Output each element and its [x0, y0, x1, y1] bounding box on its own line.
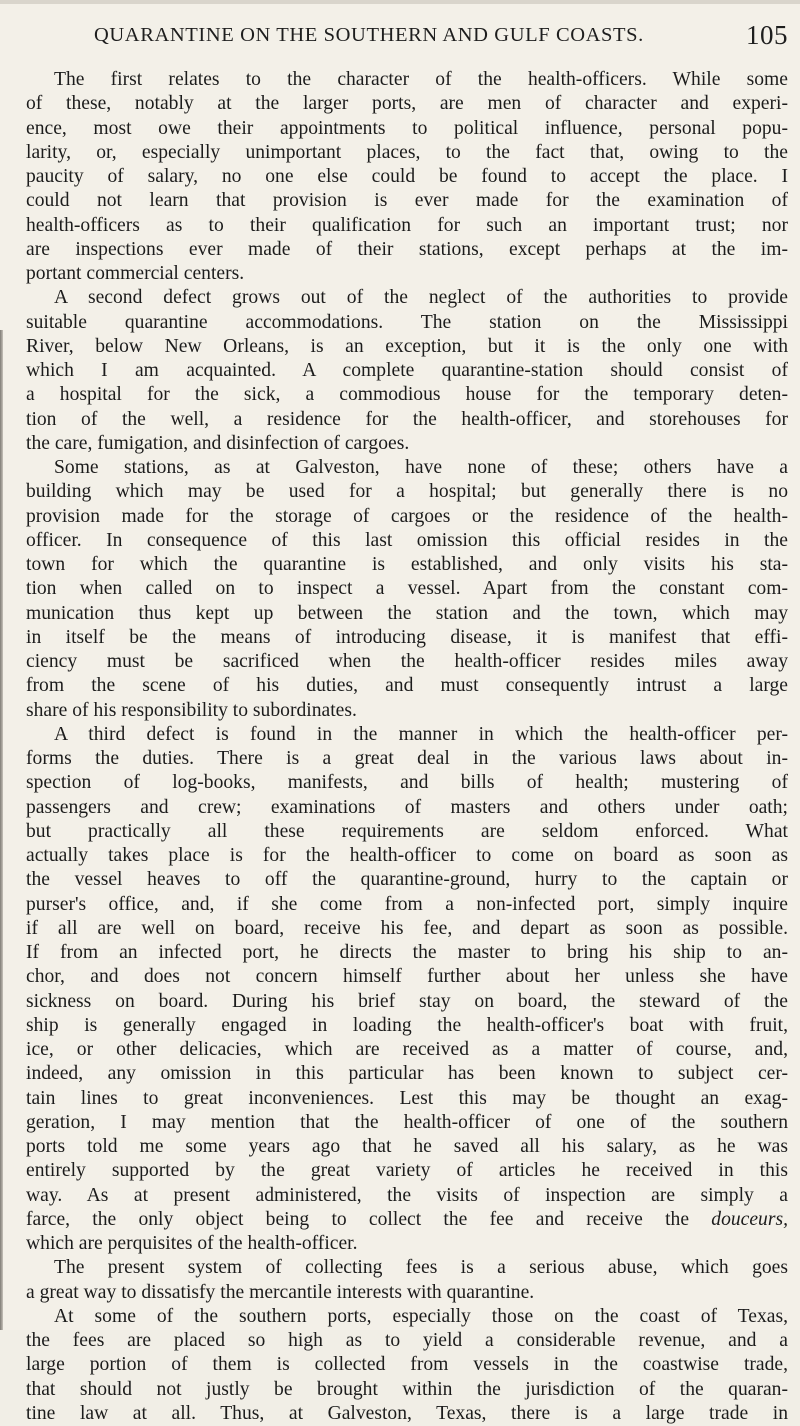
running-head: QUARANTINE ON THE SOUTHERN AND GULF COASTS.: [94, 24, 644, 46]
text-line: the fees are placed so high as to yield a considerable revenue, and a: [26, 1330, 788, 1351]
text-line: forms the duties. There is a great deal in the various laws about in-: [26, 748, 788, 769]
text-fragment: farce, the only object being to collect the fee and receive the: [26, 1208, 712, 1230]
page-number: 105: [746, 20, 788, 50]
text-line: tine law at all. Thus, at Galveston, Texas, there is a large trade in: [26, 1402, 788, 1424]
text-line: in itself be the means of introducing disease, it is manifest that effi-: [26, 626, 788, 648]
text-line: entirely supported by the great variety of articles he received in this: [26, 1160, 788, 1182]
paragraph-stations: [26, 456, 788, 723]
text-line: munication thus kept up between the station and the town, which may: [26, 602, 788, 624]
text-line: If from an infected port, he directs the master to bring his ship to an-: [26, 942, 788, 963]
text-line: ence, most owe their appointments to political influence, personal popu-: [26, 117, 788, 139]
text-line: chor, and does not concern himself further about her unless she have: [26, 966, 788, 988]
text-line: ice, or other delicacies, which are received as a matter of course, and,: [26, 1039, 788, 1060]
text-line: indeed, any omission in this particular has been known to subject cer-: [26, 1063, 788, 1085]
text-line: tion when called on to inspect a vessel. Apart from the constant com-: [26, 578, 788, 600]
text-line: from the scene of his duties, and must consequently intrust a large: [26, 675, 788, 697]
body-text: [26, 68, 788, 1426]
paragraph-fees: [26, 1256, 788, 1305]
text-line: The present system of collecting fees is a serious abuse, which goes: [54, 1257, 788, 1279]
text-line: ports told me some years ago that he saved all his salary, as he was: [26, 1136, 788, 1157]
text-line: A second defect grows out of the neglect of the authorities to provide: [54, 287, 788, 309]
text-line: larity, or, especially unimportant places, to the fact that, owing to the: [26, 141, 788, 163]
paragraph-accommodations: [26, 286, 788, 456]
binding-shadow: [0, 330, 3, 1330]
text-line: of these, notably at the larger ports, are men of character and experi-: [26, 93, 788, 115]
text-line: portant commercial centers.: [26, 263, 245, 284]
text-line: spection of log-books, manifests, and bills of health; mustering of: [26, 772, 788, 794]
text-line: purser's office, and, if she come from a non-infected port, simply inquire: [26, 893, 788, 915]
text-line: geration, I may mention that the health-officer of one of the southern: [26, 1111, 788, 1133]
text-line: sickness on board. During his brief stay on board, the steward of the: [26, 990, 788, 1012]
text-line: large portion of them is collected from vessels in the coastwise trade,: [26, 1354, 788, 1376]
text-line: The first relates to the character of the health-officers. While some: [54, 69, 788, 90]
text-line: if all are well on board, receive his fee, and depart as soon as possible.: [26, 917, 788, 939]
text-line: ciency must be sacrificed when the health-officer resides miles away: [26, 651, 788, 672]
text-line: health-officers as to their qualification for such an important trust; nor: [26, 214, 788, 236]
text-line: ship is generally engaged in loading the health-officer's boat with fruit,: [26, 1014, 788, 1036]
text-line: which I am acquainted. A complete quarantine-station should consist of: [26, 360, 788, 381]
text-line: but practically all these requirements are seldom enforced. What: [26, 820, 788, 842]
paragraph-duties: [26, 723, 788, 1257]
page-header: [40, 20, 788, 54]
text-line: are inspections ever made of their stations, except perhaps at the im-: [26, 238, 788, 260]
text-line: tain lines to great inconveniences. Lest this may be thought an exag-: [26, 1087, 788, 1109]
text-line: officer. In consequence of this last omission this official resides in the: [26, 529, 788, 551]
text-line-with-italic: [26, 1208, 788, 1232]
text-line: At some of the southern ports, especially those on the coast of Texas,: [54, 1305, 788, 1327]
text-line: share of his responsibility to subordinates.: [26, 699, 357, 721]
text-line: town for which the quarantine is established, and only visits his sta-: [26, 554, 788, 575]
text-line: Some stations, as at Galveston, have none of these; others have a: [54, 457, 788, 478]
paragraph-texas-ports: [26, 1305, 788, 1426]
top-edge-rule: [0, 0, 800, 4]
italic-word: douceurs,: [711, 1208, 788, 1230]
text-line: paucity of salary, no one else could be found to accept the place. I: [26, 166, 788, 187]
text-line: passengers and crew; examinations of masters and others under oath;: [26, 796, 788, 818]
text-line: the vessel heaves to off the quarantine-ground, hurry to the captain or: [26, 869, 788, 891]
text-line: River, below New Orleans, is an exception, but it is the only one with: [26, 335, 788, 357]
text-line: building which may be used for a hospital; but generally there is no: [26, 481, 788, 503]
paragraph-health-officers: [26, 68, 788, 286]
text-line: a hospital for the sick, a commodious house for the temporary deten-: [26, 384, 788, 406]
text-line: which are perquisites of the health-officer.: [26, 1233, 358, 1254]
text-line: tion of the well, a residence for the health-officer, and storehouses for: [26, 408, 788, 430]
text-line: provision made for the storage of cargoes or the residence of the health-: [26, 505, 788, 527]
text-line: suitable quarantine accommodations. The station on the Mississippi: [26, 311, 788, 333]
text-line: the care, fumigation, and disinfection of cargoes.: [26, 432, 410, 454]
text-line: could not learn that provision is ever made for the examination of: [26, 190, 788, 212]
text-line: A third defect is found in the manner in which the health-officer per-: [54, 723, 788, 745]
text-line: way. As at present administered, the visits of inspection are simply a: [26, 1184, 788, 1206]
text-line: a great way to dissatisfy the mercantile interests with quarantine.: [26, 1281, 535, 1303]
text-line: actually takes place is for the health-officer to come on board as soon as: [26, 845, 788, 866]
text-line: that should not justly be brought within the jurisdiction of the quaran-: [26, 1378, 788, 1400]
